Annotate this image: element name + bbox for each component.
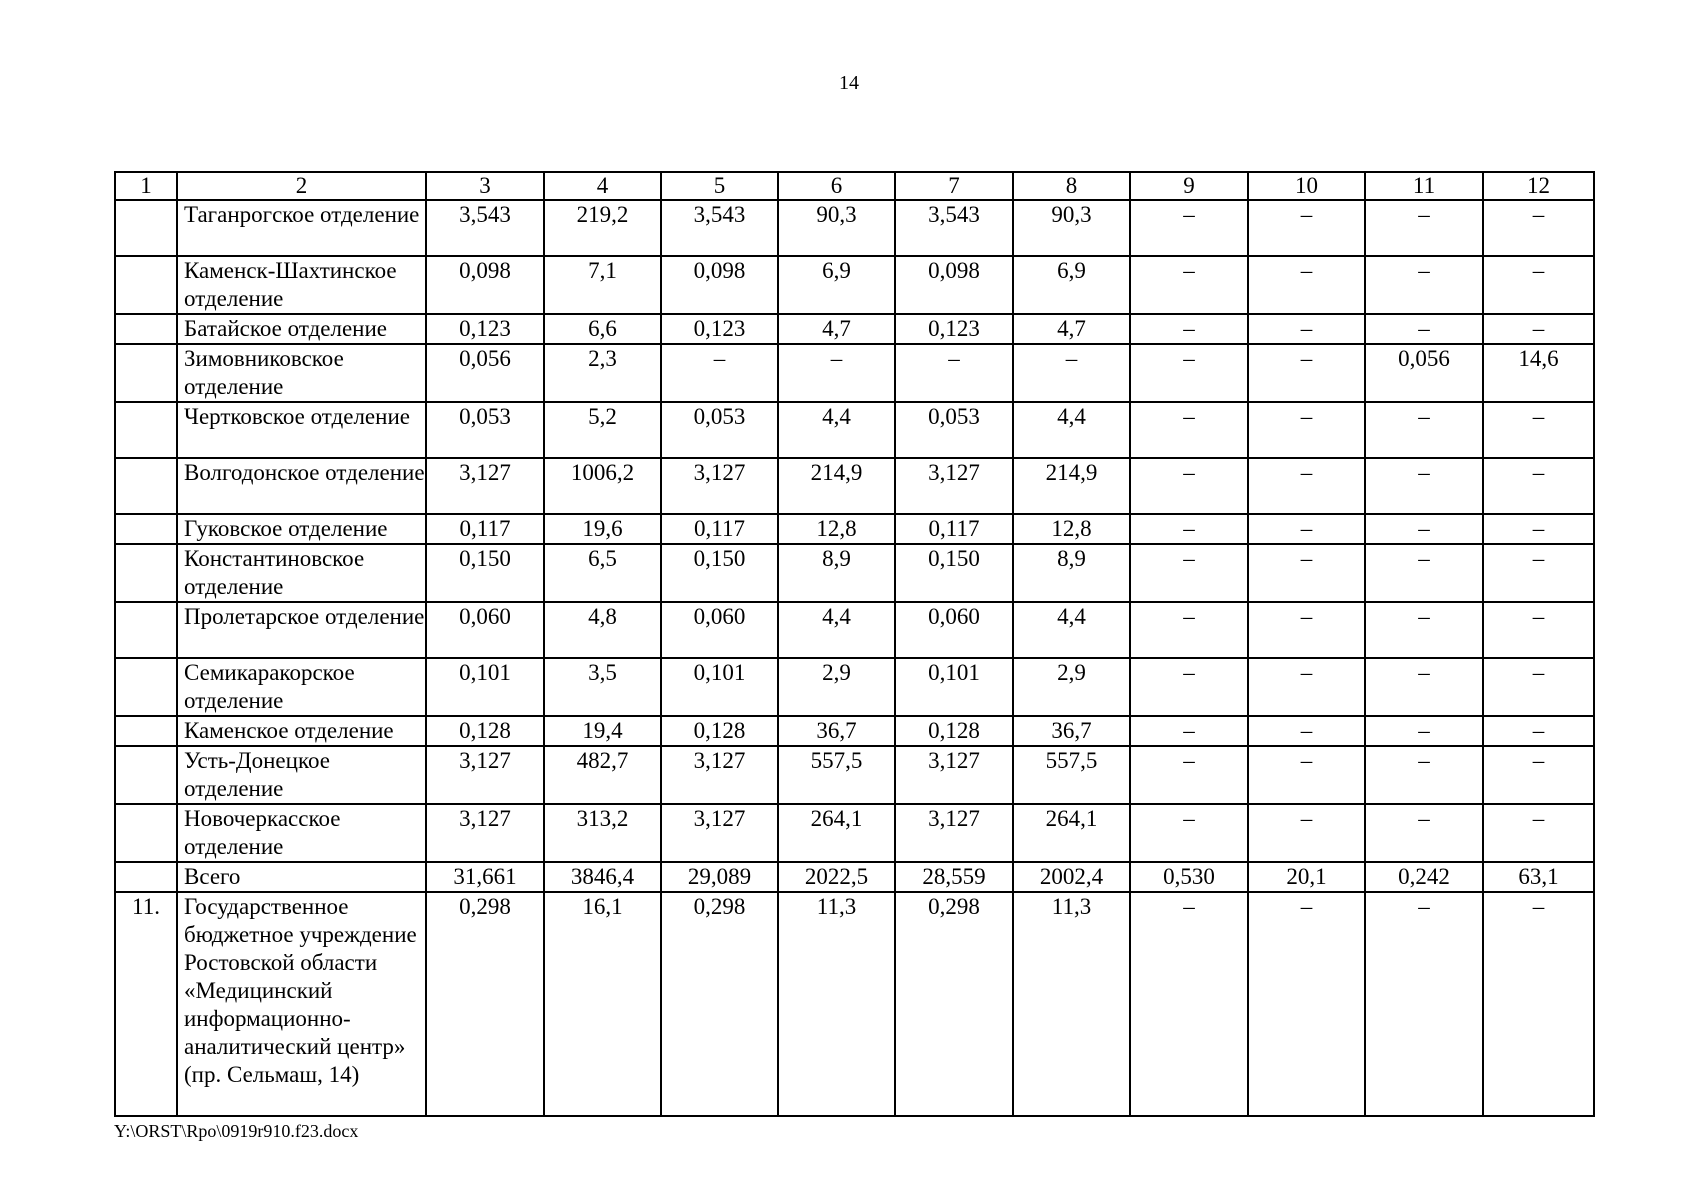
value-cell: 16,1 (544, 892, 661, 1116)
row-index-cell (115, 804, 177, 862)
value-cell: 0,123 (895, 314, 1013, 344)
value-cell: 0,053 (895, 402, 1013, 458)
value-cell: – (1013, 344, 1130, 402)
value-cell: – (1483, 544, 1594, 602)
value-cell: 3,543 (895, 200, 1013, 256)
value-cell: 0,150 (426, 544, 544, 602)
value-cell: – (1483, 200, 1594, 256)
row-index-cell: 11. (115, 892, 177, 1116)
value-cell: – (1483, 514, 1594, 544)
header-row (115, 172, 1594, 200)
column-header: 3 (426, 172, 544, 200)
value-cell: 3846,4 (544, 862, 661, 892)
value-cell: 4,4 (778, 602, 895, 658)
value-cell: 0,123 (661, 314, 778, 344)
table-row (115, 514, 1594, 544)
value-cell: – (1248, 804, 1365, 862)
table-row (115, 256, 1594, 314)
value-cell: 0,117 (426, 514, 544, 544)
value-cell: 6,9 (1013, 256, 1130, 314)
value-cell: 12,8 (1013, 514, 1130, 544)
value-cell: – (1483, 458, 1594, 514)
row-name-cell: Чертковское отделение (177, 402, 426, 458)
table-row (115, 458, 1594, 514)
value-cell: 0,128 (661, 716, 778, 746)
value-cell: 219,2 (544, 200, 661, 256)
value-cell: – (1248, 892, 1365, 1116)
value-cell: 0,053 (426, 402, 544, 458)
value-cell: 0,123 (426, 314, 544, 344)
value-cell: – (1130, 200, 1248, 256)
value-cell: 0,117 (661, 514, 778, 544)
value-cell: 63,1 (1483, 862, 1594, 892)
value-cell: 4,4 (1013, 602, 1130, 658)
value-cell: 0,098 (426, 256, 544, 314)
column-header: 9 (1130, 172, 1248, 200)
row-index-cell (115, 458, 177, 514)
table-row (115, 716, 1594, 746)
value-cell: – (1483, 314, 1594, 344)
data-table (114, 171, 1595, 1117)
column-header: 4 (544, 172, 661, 200)
value-cell: 3,543 (661, 200, 778, 256)
value-cell: – (1130, 458, 1248, 514)
row-index-cell (115, 314, 177, 344)
table-row (115, 200, 1594, 256)
value-cell: 5,2 (544, 402, 661, 458)
value-cell: – (1365, 746, 1483, 804)
value-cell: 4,8 (544, 602, 661, 658)
value-cell: – (1248, 200, 1365, 256)
value-cell: 4,4 (778, 402, 895, 458)
value-cell: 2,9 (778, 658, 895, 716)
column-header: 6 (778, 172, 895, 200)
column-header: 10 (1248, 172, 1365, 200)
value-cell: – (1248, 402, 1365, 458)
row-name-cell: Государственное бюджетное учреждение Ростовской области «Медицинский информационно-аналитический центр» (пр. Сельмаш, 14) (177, 892, 426, 1116)
value-cell: – (1248, 458, 1365, 514)
value-cell: 3,127 (661, 458, 778, 514)
table-row (115, 602, 1594, 658)
column-header: 12 (1483, 172, 1594, 200)
value-cell: 90,3 (1013, 200, 1130, 256)
value-cell: 214,9 (778, 458, 895, 514)
value-cell: 0,098 (895, 256, 1013, 314)
value-cell: 3,127 (661, 746, 778, 804)
table-row (115, 344, 1594, 402)
value-cell: – (1483, 658, 1594, 716)
value-cell: 2022,5 (778, 862, 895, 892)
value-cell: 0,298 (426, 892, 544, 1116)
value-cell: – (1130, 344, 1248, 402)
value-cell: 19,6 (544, 514, 661, 544)
value-cell: 28,559 (895, 862, 1013, 892)
table-row (115, 892, 1594, 1116)
value-cell: 214,9 (1013, 458, 1130, 514)
value-cell: 6,6 (544, 314, 661, 344)
value-cell: 264,1 (778, 804, 895, 862)
value-cell: – (1483, 602, 1594, 658)
value-cell: 3,5 (544, 658, 661, 716)
value-cell: – (1130, 402, 1248, 458)
value-cell: 14,6 (1483, 344, 1594, 402)
row-name-cell: Каменское отделение (177, 716, 426, 746)
value-cell: – (1365, 892, 1483, 1116)
value-cell: – (1365, 544, 1483, 602)
value-cell: 4,7 (1013, 314, 1130, 344)
value-cell: 3,543 (426, 200, 544, 256)
value-cell: – (1248, 314, 1365, 344)
value-cell: 0,053 (661, 402, 778, 458)
value-cell: 11,3 (1013, 892, 1130, 1116)
value-cell: 0,242 (1365, 862, 1483, 892)
column-header: 7 (895, 172, 1013, 200)
value-cell: 36,7 (1013, 716, 1130, 746)
value-cell: – (1248, 544, 1365, 602)
table-row (115, 804, 1594, 862)
value-cell: 0,298 (661, 892, 778, 1116)
value-cell: 0,056 (426, 344, 544, 402)
value-cell: – (1130, 544, 1248, 602)
row-name-cell: Таганрогское отделение (177, 200, 426, 256)
value-cell: 557,5 (1013, 746, 1130, 804)
row-name-cell: Новочеркасское отделение (177, 804, 426, 862)
row-index-cell (115, 256, 177, 314)
value-cell: 20,1 (1248, 862, 1365, 892)
row-name-cell: Батайское отделение (177, 314, 426, 344)
value-cell: – (1248, 344, 1365, 402)
data-table-wrapper (114, 171, 1595, 1117)
row-name-cell: Всего (177, 862, 426, 892)
value-cell: – (1365, 256, 1483, 314)
value-cell: 557,5 (778, 746, 895, 804)
value-cell: 8,9 (778, 544, 895, 602)
value-cell: 3,127 (661, 804, 778, 862)
value-cell: 36,7 (778, 716, 895, 746)
value-cell: 0,056 (1365, 344, 1483, 402)
page-number: 14 (839, 72, 859, 94)
value-cell: 0,060 (661, 602, 778, 658)
value-cell: – (1130, 892, 1248, 1116)
value-cell: – (1130, 746, 1248, 804)
value-cell: – (1130, 256, 1248, 314)
value-cell: 1006,2 (544, 458, 661, 514)
value-cell: 0,101 (895, 658, 1013, 716)
table-row (115, 658, 1594, 716)
value-cell: – (1248, 256, 1365, 314)
value-cell: 3,127 (426, 804, 544, 862)
value-cell: 3,127 (895, 458, 1013, 514)
value-cell: – (1130, 514, 1248, 544)
value-cell: 0,098 (661, 256, 778, 314)
value-cell: 264,1 (1013, 804, 1130, 862)
row-name-cell: Зимовниковское отделение (177, 344, 426, 402)
value-cell: – (1365, 200, 1483, 256)
value-cell: – (661, 344, 778, 402)
row-index-cell (115, 658, 177, 716)
value-cell: – (1130, 602, 1248, 658)
value-cell: 7,1 (544, 256, 661, 314)
value-cell: – (1130, 804, 1248, 862)
value-cell: 3,127 (895, 746, 1013, 804)
row-name-cell: Усть-Донецкое отделение (177, 746, 426, 804)
row-name-cell: Волгодонское отделение (177, 458, 426, 514)
column-header: 8 (1013, 172, 1130, 200)
value-cell: 2002,4 (1013, 862, 1130, 892)
value-cell: 31,661 (426, 862, 544, 892)
value-cell: – (1365, 804, 1483, 862)
value-cell: – (895, 344, 1013, 402)
value-cell: 2,9 (1013, 658, 1130, 716)
value-cell: 0,150 (661, 544, 778, 602)
row-name-cell: Пролетарское отделение (177, 602, 426, 658)
row-index-cell (115, 716, 177, 746)
row-name-cell: Каменск-Шахтинское отделение (177, 256, 426, 314)
value-cell: 4,7 (778, 314, 895, 344)
value-cell: 0,150 (895, 544, 1013, 602)
value-cell: 8,9 (1013, 544, 1130, 602)
value-cell: – (1365, 458, 1483, 514)
table-row (115, 314, 1594, 344)
value-cell: 0,128 (895, 716, 1013, 746)
value-cell: 2,3 (544, 344, 661, 402)
value-cell: 0,101 (661, 658, 778, 716)
value-cell: 3,127 (426, 746, 544, 804)
value-cell: – (1365, 314, 1483, 344)
value-cell: – (1248, 658, 1365, 716)
table-row (115, 544, 1594, 602)
row-index-cell (115, 200, 177, 256)
value-cell: 0,101 (426, 658, 544, 716)
value-cell: – (1483, 892, 1594, 1116)
row-index-cell (115, 402, 177, 458)
value-cell: 313,2 (544, 804, 661, 862)
column-header: 2 (177, 172, 426, 200)
value-cell: – (1248, 746, 1365, 804)
value-cell: – (1248, 514, 1365, 544)
row-index-cell (115, 602, 177, 658)
table-row (115, 862, 1594, 892)
value-cell: – (1248, 716, 1365, 746)
value-cell: 0,298 (895, 892, 1013, 1116)
value-cell: – (1365, 514, 1483, 544)
row-name-cell: Семикаракорское отделение (177, 658, 426, 716)
value-cell: – (1483, 256, 1594, 314)
value-cell: – (1483, 402, 1594, 458)
value-cell: 29,089 (661, 862, 778, 892)
column-header: 11 (1365, 172, 1483, 200)
value-cell: 0,060 (895, 602, 1013, 658)
value-cell: 90,3 (778, 200, 895, 256)
value-cell: 12,8 (778, 514, 895, 544)
value-cell: – (1365, 716, 1483, 746)
table-row (115, 746, 1594, 804)
value-cell: 11,3 (778, 892, 895, 1116)
value-cell: – (1248, 602, 1365, 658)
table-row (115, 402, 1594, 458)
value-cell: 4,4 (1013, 402, 1130, 458)
file-path-footer: Y:\ORST\Rpo\0919r910.f23.docx (114, 1121, 359, 1141)
column-header: 1 (115, 172, 177, 200)
value-cell: – (1483, 716, 1594, 746)
value-cell: 19,4 (544, 716, 661, 746)
row-index-cell (115, 862, 177, 892)
value-cell: – (1483, 804, 1594, 862)
value-cell: 482,7 (544, 746, 661, 804)
value-cell: – (1365, 402, 1483, 458)
value-cell: – (1130, 658, 1248, 716)
value-cell: 0,530 (1130, 862, 1248, 892)
value-cell: – (1130, 716, 1248, 746)
value-cell: – (1365, 658, 1483, 716)
value-cell: – (1365, 602, 1483, 658)
value-cell: 3,127 (895, 804, 1013, 862)
value-cell: 0,060 (426, 602, 544, 658)
row-index-cell (115, 514, 177, 544)
row-name-cell: Гуковское отделение (177, 514, 426, 544)
value-cell: 6,9 (778, 256, 895, 314)
column-header: 5 (661, 172, 778, 200)
value-cell: 6,5 (544, 544, 661, 602)
value-cell: – (1483, 746, 1594, 804)
value-cell: – (1130, 314, 1248, 344)
row-index-cell (115, 344, 177, 402)
value-cell: 3,127 (426, 458, 544, 514)
row-index-cell (115, 544, 177, 602)
row-name-cell: Константиновское отделение (177, 544, 426, 602)
value-cell: 0,128 (426, 716, 544, 746)
value-cell: – (778, 344, 895, 402)
value-cell: 0,117 (895, 514, 1013, 544)
row-index-cell (115, 746, 177, 804)
